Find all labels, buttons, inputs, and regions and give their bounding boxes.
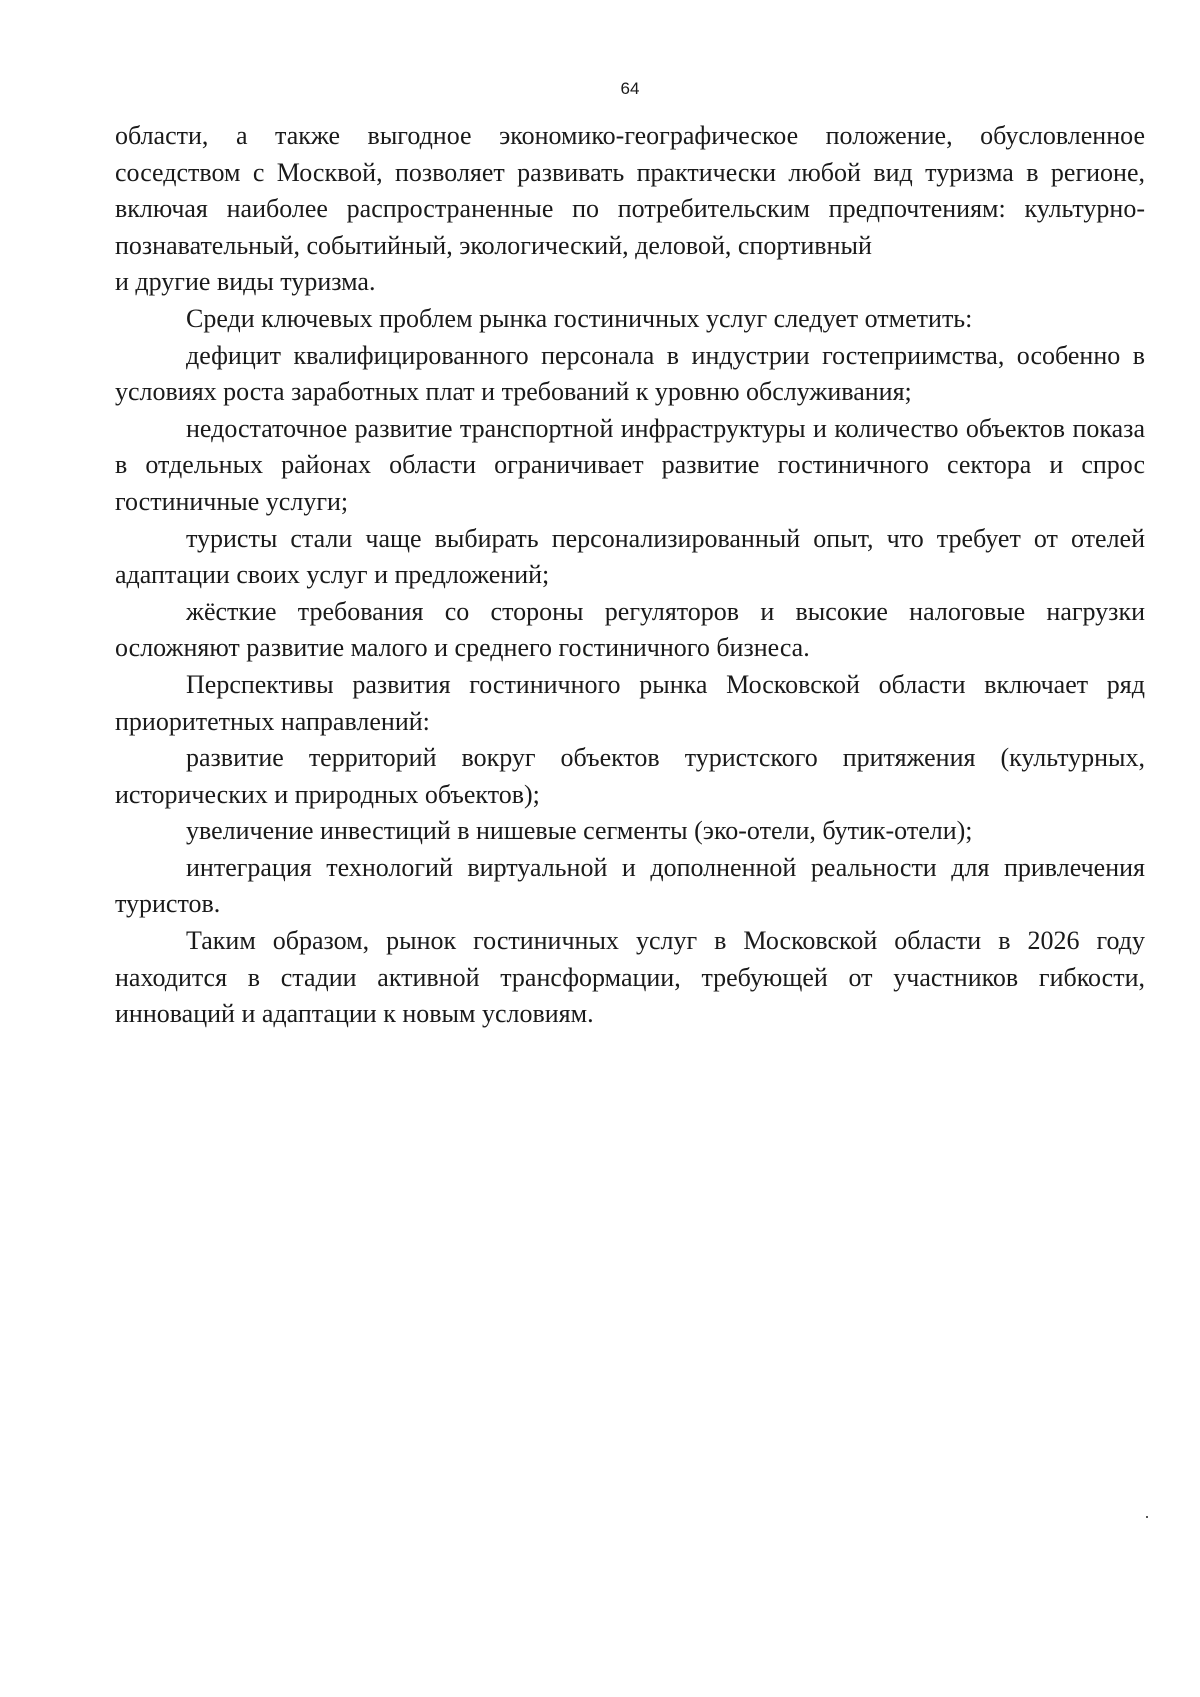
- list-item-problem: жёсткие требования со стороны регуляторов и высокие налоговые нагрузки осложняют развитие малого и среднего гостиничного бизнеса.: [115, 596, 1145, 663]
- paragraph-problems-intro: Среди ключевых проблем рынка гостиничных услуг следует отметить:: [186, 303, 973, 333]
- scan-artifact-dot: [1146, 1516, 1148, 1518]
- list-item-prospect: интеграция технологий виртуальной и дополненной реальности для привлечения туристов.: [115, 852, 1145, 919]
- paragraph-conclusion: Таким образом, рынок гостиничных услуг в Московской области в 2026 году находится в стадии активной трансформации, требующей от участников гибкости, инноваций и адаптации к новым условиям.: [115, 926, 1145, 1029]
- list-item-prospect: увеличение инвестиций в нишевые сегменты (эко-отели, бутик-отели);: [186, 816, 973, 846]
- paragraph-continuation-end: и другие виды туризма.: [115, 267, 376, 297]
- list-item-prospect: развитие территорий вокруг объектов туристского притяжения (культурных, исторических и природных объектов);: [115, 743, 1145, 809]
- page-number: 64: [620, 79, 640, 98]
- paragraph-prospects-intro: Перспективы развития гостиничного рынка Московской области включает ряд приоритетных направлений:: [115, 669, 1145, 736]
- list-item-problem: недостаточное развитие транспортной инфраструктуры и количество объектов показа в отдельных районах области ограничивает развитие гостиничного сектора и спрос гостиничные услуги;: [115, 413, 1145, 516]
- list-item-problem: дефицит квалифицированного персонала в индустрии гостеприимства, особенно в условиях роста заработных плат и требований к уровню обслуживания;: [115, 340, 1145, 407]
- body-text: [115, 118, 1145, 1033]
- paragraph-continuation: области, а также выгодное экономико-географическое положение, обусловленное соседством с Москвой, позволяет развивать практически любой вид туризма в регионе, включая наиболее распространенные по потребительским предпочтениям: культурно-познавательный, событийный, экологический, деловой, спортивный: [115, 121, 1145, 260]
- list-item-problem: туристы стали чаще выбирать персонализированный опыт, что требует от отелей адаптации своих услуг и предложений;: [115, 523, 1145, 590]
